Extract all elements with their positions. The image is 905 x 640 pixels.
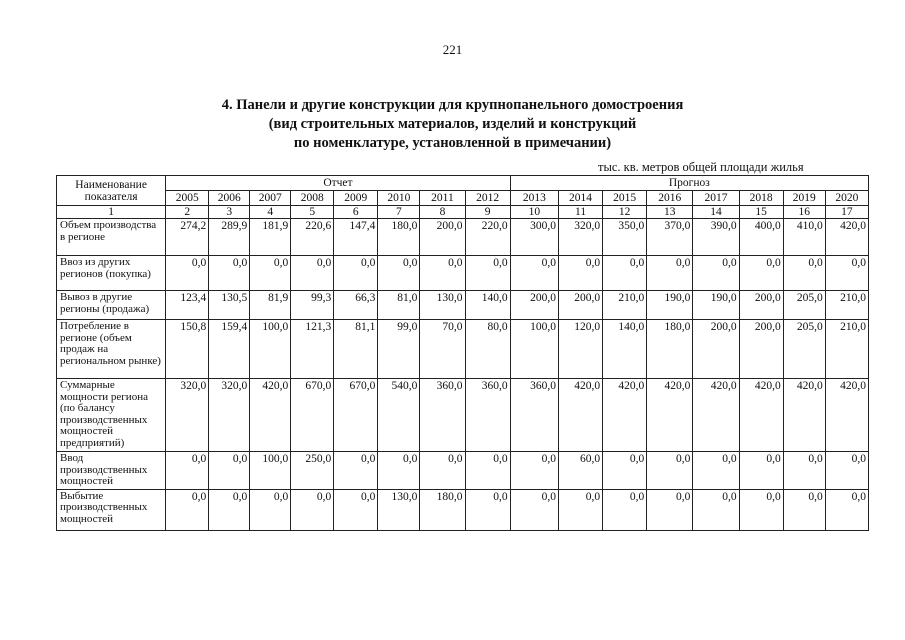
value-cell: 0,0	[647, 489, 693, 530]
value-cell: 0,0	[291, 256, 334, 291]
column-number: 5	[291, 206, 334, 219]
year-header-2010: 2010	[378, 191, 420, 206]
forecast-group-header: Прогноз	[510, 176, 868, 191]
value-cell: 140,0	[465, 291, 510, 320]
value-cell: 420,0	[825, 219, 868, 256]
value-cell: 670,0	[334, 379, 378, 452]
year-header-2011: 2011	[420, 191, 465, 206]
value-cell: 390,0	[693, 219, 739, 256]
column-number: 1	[57, 206, 166, 219]
value-cell: 0,0	[465, 489, 510, 530]
title-line-1: 4. Панели и другие конструкции для крупнопанельного домостроения	[221, 97, 684, 113]
value-cell: 121,3	[291, 320, 334, 379]
value-cell: 99,0	[378, 320, 420, 379]
value-cell: 180,0	[420, 489, 465, 530]
value-cell: 0,0	[166, 452, 209, 490]
value-cell: 320,0	[558, 219, 602, 256]
value-cell: 0,0	[465, 452, 510, 490]
value-cell: 66,3	[334, 291, 378, 320]
column-number: 13	[647, 206, 693, 219]
column-number: 8	[420, 206, 465, 219]
value-cell: 0,0	[420, 452, 465, 490]
value-cell: 0,0	[647, 256, 693, 291]
value-cell: 0,0	[166, 489, 209, 530]
value-cell: 0,0	[209, 489, 250, 530]
value-cell: 0,0	[693, 256, 739, 291]
table-row	[57, 219, 869, 256]
value-cell: 200,0	[558, 291, 602, 320]
year-header-2019: 2019	[783, 191, 825, 206]
column-number: 11	[558, 206, 602, 219]
title-line-3: по номенклатуре, установленной в примечании)	[293, 135, 612, 151]
report-group-header: Отчет	[166, 176, 510, 191]
row-label: Объем производства в регионе	[57, 219, 166, 256]
value-cell: 0,0	[209, 256, 250, 291]
value-cell: 159,4	[209, 320, 250, 379]
table-row	[57, 320, 869, 379]
value-cell: 420,0	[250, 379, 291, 452]
value-cell: 0,0	[783, 489, 825, 530]
row-label: Ввод производственных мощностей	[57, 452, 166, 490]
value-cell: 0,0	[420, 256, 465, 291]
value-cell: 350,0	[603, 219, 647, 256]
value-cell: 120,0	[558, 320, 602, 379]
year-header-2014: 2014	[558, 191, 602, 206]
value-cell: 99,3	[291, 291, 334, 320]
value-cell: 205,0	[783, 320, 825, 379]
value-cell: 100,0	[250, 320, 291, 379]
value-cell: 0,0	[739, 452, 783, 490]
table-row	[57, 291, 869, 320]
value-cell: 81,0	[378, 291, 420, 320]
year-header-2012: 2012	[465, 191, 510, 206]
year-header-2005: 2005	[166, 191, 209, 206]
column-number: 9	[465, 206, 510, 219]
column-number: 15	[739, 206, 783, 219]
units-note: тыс. кв. метров общей площади жилья	[598, 160, 804, 174]
value-cell: 70,0	[420, 320, 465, 379]
value-cell: 400,0	[739, 219, 783, 256]
value-cell: 0,0	[291, 489, 334, 530]
value-cell: 200,0	[739, 320, 783, 379]
value-cell: 360,0	[510, 379, 558, 452]
data-table	[56, 175, 869, 531]
value-cell: 130,5	[209, 291, 250, 320]
row-label: Суммарные мощности региона (по балансу производственных мощностей предприятий)	[57, 379, 166, 452]
value-cell: 0,0	[558, 489, 602, 530]
years-header-row	[57, 191, 869, 206]
value-cell: 0,0	[647, 452, 693, 490]
value-cell: 80,0	[465, 320, 510, 379]
value-cell: 200,0	[510, 291, 558, 320]
value-cell: 0,0	[510, 452, 558, 490]
value-cell: 210,0	[825, 320, 868, 379]
year-header-2020: 2020	[825, 191, 868, 206]
value-cell: 420,0	[558, 379, 602, 452]
value-cell: 289,9	[209, 219, 250, 256]
year-header-2016: 2016	[647, 191, 693, 206]
name-column-header: Наименование показателя	[57, 176, 166, 206]
value-cell: 180,0	[647, 320, 693, 379]
value-cell: 205,0	[783, 291, 825, 320]
value-cell: 410,0	[783, 219, 825, 256]
value-cell: 100,0	[250, 452, 291, 490]
value-cell: 0,0	[209, 452, 250, 490]
year-header-2017: 2017	[693, 191, 739, 206]
row-label: Выбытие производственных мощностей	[57, 489, 166, 530]
column-number: 4	[250, 206, 291, 219]
value-cell: 150,8	[166, 320, 209, 379]
title-line-2: (вид строительных материалов, изделий и конструкций	[268, 116, 637, 132]
value-cell: 0,0	[739, 256, 783, 291]
value-cell: 320,0	[209, 379, 250, 452]
value-cell: 0,0	[783, 256, 825, 291]
value-cell: 0,0	[250, 256, 291, 291]
column-number: 10	[510, 206, 558, 219]
value-cell: 0,0	[334, 256, 378, 291]
value-cell: 0,0	[334, 452, 378, 490]
value-cell: 81,9	[250, 291, 291, 320]
value-cell: 0,0	[250, 489, 291, 530]
value-cell: 274,2	[166, 219, 209, 256]
header-group-row	[57, 176, 869, 191]
value-cell: 130,0	[420, 291, 465, 320]
value-cell: 420,0	[825, 379, 868, 452]
value-cell: 0,0	[825, 452, 868, 490]
column-number: 2	[166, 206, 209, 219]
year-header-2008: 2008	[291, 191, 334, 206]
column-number: 3	[209, 206, 250, 219]
value-cell: 147,4	[334, 219, 378, 256]
table-row	[57, 256, 869, 291]
value-cell: 370,0	[647, 219, 693, 256]
year-header-2009: 2009	[334, 191, 378, 206]
year-header-2007: 2007	[250, 191, 291, 206]
year-header-2006: 2006	[209, 191, 250, 206]
value-cell: 200,0	[693, 320, 739, 379]
value-cell: 130,0	[378, 489, 420, 530]
value-cell: 181,9	[250, 219, 291, 256]
value-cell: 320,0	[166, 379, 209, 452]
value-cell: 0,0	[603, 256, 647, 291]
value-cell: 60,0	[558, 452, 602, 490]
value-cell: 0,0	[510, 256, 558, 291]
value-cell: 300,0	[510, 219, 558, 256]
value-cell: 250,0	[291, 452, 334, 490]
value-cell: 210,0	[603, 291, 647, 320]
value-cell: 420,0	[783, 379, 825, 452]
column-number: 7	[378, 206, 420, 219]
year-header-2018: 2018	[739, 191, 783, 206]
value-cell: 0,0	[783, 452, 825, 490]
value-cell: 420,0	[739, 379, 783, 452]
value-cell: 190,0	[647, 291, 693, 320]
value-cell: 220,6	[291, 219, 334, 256]
value-cell: 0,0	[558, 256, 602, 291]
page-number: 221	[442, 42, 463, 57]
value-cell: 670,0	[291, 379, 334, 452]
column-number: 16	[783, 206, 825, 219]
value-cell: 0,0	[334, 489, 378, 530]
value-cell: 0,0	[693, 452, 739, 490]
value-cell: 190,0	[693, 291, 739, 320]
value-cell: 0,0	[603, 452, 647, 490]
value-cell: 200,0	[739, 291, 783, 320]
year-header-2013: 2013	[510, 191, 558, 206]
value-cell: 360,0	[420, 379, 465, 452]
value-cell: 0,0	[378, 452, 420, 490]
row-label: Вывоз в другие регионы (продажа)	[57, 291, 166, 320]
column-number: 14	[693, 206, 739, 219]
value-cell: 420,0	[647, 379, 693, 452]
table-row	[57, 452, 869, 490]
value-cell: 0,0	[465, 256, 510, 291]
value-cell: 0,0	[693, 489, 739, 530]
value-cell: 100,0	[510, 320, 558, 379]
value-cell: 0,0	[166, 256, 209, 291]
column-number: 6	[334, 206, 378, 219]
value-cell: 123,4	[166, 291, 209, 320]
column-number: 17	[825, 206, 868, 219]
value-cell: 180,0	[378, 219, 420, 256]
value-cell: 200,0	[420, 219, 465, 256]
value-cell: 360,0	[465, 379, 510, 452]
document-title	[0, 96, 905, 153]
value-cell: 0,0	[825, 489, 868, 530]
value-cell: 140,0	[603, 320, 647, 379]
value-cell: 0,0	[378, 256, 420, 291]
value-cell: 0,0	[603, 489, 647, 530]
column-number: 12	[603, 206, 647, 219]
row-label: Ввоз из других регионов (покупка)	[57, 256, 166, 291]
value-cell: 0,0	[825, 256, 868, 291]
table-row	[57, 489, 869, 530]
year-header-2015: 2015	[603, 191, 647, 206]
value-cell: 0,0	[739, 489, 783, 530]
row-label: Потребление в регионе (объем продаж на региональном рынке)	[57, 320, 166, 379]
value-cell: 210,0	[825, 291, 868, 320]
value-cell: 0,0	[510, 489, 558, 530]
value-cell: 420,0	[603, 379, 647, 452]
value-cell: 420,0	[693, 379, 739, 452]
column-number-row	[57, 206, 869, 219]
table-row	[57, 379, 869, 452]
value-cell: 220,0	[465, 219, 510, 256]
value-cell: 540,0	[378, 379, 420, 452]
value-cell: 81,1	[334, 320, 378, 379]
